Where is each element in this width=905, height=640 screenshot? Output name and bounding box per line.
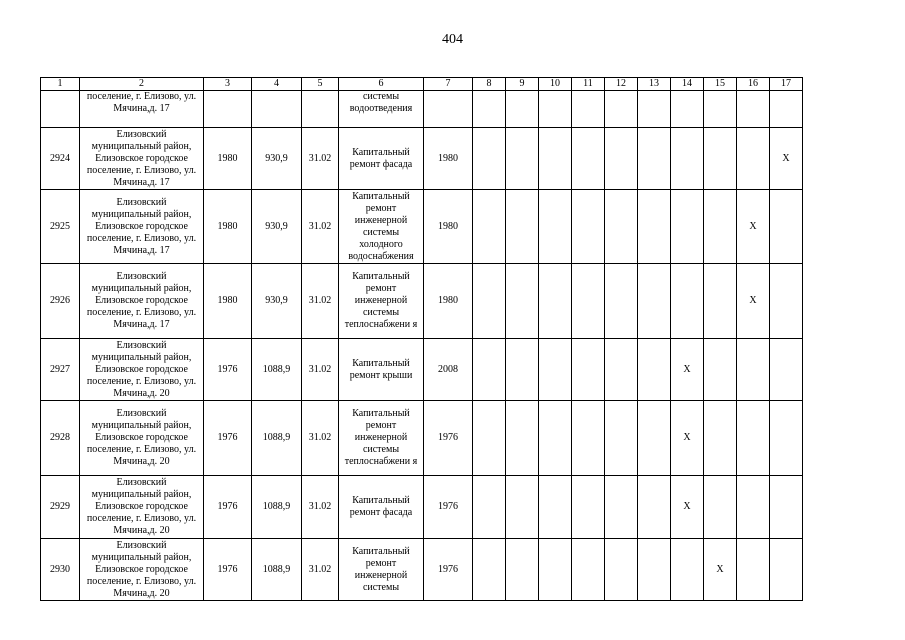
- cell-address: поселение, г. Елизово, ул. Мячина,д. 17: [80, 91, 204, 128]
- cell-num: 2927: [41, 339, 80, 401]
- cell-num: 2929: [41, 476, 80, 539]
- mark-x: X: [671, 476, 704, 539]
- empty-cell: [770, 476, 803, 539]
- mark-x: X: [671, 339, 704, 401]
- empty-cell: [704, 401, 737, 476]
- cell-year-built: 1976: [204, 339, 252, 401]
- cell-work: Капитальный ремонт инженерной системы: [339, 539, 424, 601]
- cell-area: 930,9: [252, 264, 302, 339]
- empty-cell: [737, 128, 770, 190]
- mark-x: X: [737, 264, 770, 339]
- cell-code: 31.02: [302, 339, 339, 401]
- work-plan-table: [40, 77, 803, 601]
- cell-work: Капитальный ремонт крыши: [339, 339, 424, 401]
- cell-area: 1088,9: [252, 401, 302, 476]
- empty-cell: [473, 190, 506, 264]
- empty-cell: [572, 264, 605, 339]
- cell-num: 2925: [41, 190, 80, 264]
- empty-cell: [704, 128, 737, 190]
- cell-code: 31.02: [302, 128, 339, 190]
- empty-cell: [605, 539, 638, 601]
- cell-year-repair: 1980: [424, 264, 473, 339]
- empty-cell: [638, 190, 671, 264]
- empty-cell: [605, 264, 638, 339]
- cell-year-built: 1976: [204, 401, 252, 476]
- empty-cell: [539, 476, 572, 539]
- column-header-5: 5: [302, 78, 339, 91]
- column-header-11: 11: [572, 78, 605, 91]
- column-header-17: 17: [770, 78, 803, 91]
- cell-work: Капитальный ремонт фасада: [339, 128, 424, 190]
- empty-cell: [506, 401, 539, 476]
- empty-cell: [572, 190, 605, 264]
- cell-year-built: 1976: [204, 539, 252, 601]
- mark-x: X: [671, 401, 704, 476]
- empty-cell: [704, 190, 737, 264]
- table-row: [41, 339, 803, 401]
- cell-address: Елизовский муниципальный район, Елизовское городское поселение, г. Елизово, ул. Мячина,д. 17: [80, 264, 204, 339]
- cell-work: Капитальный ремонт фасада: [339, 476, 424, 539]
- table-row: [41, 539, 803, 601]
- column-header-10: 10: [539, 78, 572, 91]
- empty-cell: [473, 539, 506, 601]
- empty-cell: [638, 264, 671, 339]
- column-header-1: 1: [41, 78, 80, 91]
- column-header-16: 16: [737, 78, 770, 91]
- empty-cell: [473, 264, 506, 339]
- page-number: 404: [442, 32, 463, 47]
- empty-cell: [770, 339, 803, 401]
- cell-work: Капитальный ремонт инженерной системы холодного водоснабжения: [339, 190, 424, 264]
- cell-address: Елизовский муниципальный район, Елизовское городское поселение, г. Елизово, ул. Мячина,д. 20: [80, 401, 204, 476]
- column-header-6: 6: [339, 78, 424, 91]
- cell-address: Елизовский муниципальный район, Елизовское городское поселение, г. Елизово, ул. Мячина,д. 17: [80, 128, 204, 190]
- empty-cell: [506, 264, 539, 339]
- empty-cell: [638, 128, 671, 190]
- cell-year-built: 1980: [204, 264, 252, 339]
- column-header-7: 7: [424, 78, 473, 91]
- empty-cell: [506, 476, 539, 539]
- column-header-8: 8: [473, 78, 506, 91]
- cell-address: Елизовский муниципальный район, Елизовское городское поселение, г. Елизово, ул. Мячина,д. 17: [80, 190, 204, 264]
- cell-year-repair: 1976: [424, 476, 473, 539]
- table-row: [41, 264, 803, 339]
- empty-cell: [605, 128, 638, 190]
- cell-year-built: 1980: [204, 190, 252, 264]
- cell-code: 31.02: [302, 190, 339, 264]
- column-header-4: 4: [252, 78, 302, 91]
- empty-cell: [605, 401, 638, 476]
- cell-num: 2928: [41, 401, 80, 476]
- column-header-12: 12: [605, 78, 638, 91]
- empty-cell: [770, 539, 803, 601]
- empty-cell: [770, 190, 803, 264]
- cell-num: [41, 91, 80, 128]
- empty-cell: [671, 264, 704, 339]
- empty-cell: [671, 190, 704, 264]
- empty-cell: [506, 190, 539, 264]
- empty-cell: [737, 339, 770, 401]
- mark-x: X: [770, 128, 803, 190]
- empty-cell: [605, 339, 638, 401]
- empty-cell: [473, 401, 506, 476]
- empty-cell: [770, 264, 803, 339]
- empty-cell: [704, 264, 737, 339]
- table-row: [41, 401, 803, 476]
- empty-cell: [473, 476, 506, 539]
- cell-year-repair: 1976: [424, 539, 473, 601]
- cell-num: 2930: [41, 539, 80, 601]
- empty-cell: [572, 476, 605, 539]
- empty-cell: [572, 539, 605, 601]
- cell-year-repair: 1980: [424, 190, 473, 264]
- empty-cell: [572, 401, 605, 476]
- column-header-14: 14: [671, 78, 704, 91]
- empty-cell: [704, 339, 737, 401]
- column-header-9: 9: [506, 78, 539, 91]
- cell-year-repair: 2008: [424, 339, 473, 401]
- empty-cell: [539, 190, 572, 264]
- cell-code: 31.02: [302, 476, 339, 539]
- cell-work: Капитальный ремонт инженерной системы теплоснабжени я: [339, 264, 424, 339]
- cell-address: Елизовский муниципальный район, Елизовское городское поселение, г. Елизово, ул. Мячина,д. 20: [80, 476, 204, 539]
- cell-area: 1088,9: [252, 476, 302, 539]
- empty-cell: [473, 128, 506, 190]
- empty-cell: [473, 339, 506, 401]
- empty-cell: [704, 476, 737, 539]
- cell-num: 2924: [41, 128, 80, 190]
- empty-cell: [605, 190, 638, 264]
- column-header-13: 13: [638, 78, 671, 91]
- cell-area: 930,9: [252, 128, 302, 190]
- table-row: [41, 190, 803, 264]
- cell-code: 31.02: [302, 264, 339, 339]
- column-header-15: 15: [704, 78, 737, 91]
- empty-cell: [572, 128, 605, 190]
- empty-cell: [638, 339, 671, 401]
- empty-cell: [539, 539, 572, 601]
- empty-cell: [539, 264, 572, 339]
- empty-cell: [539, 128, 572, 190]
- cell-address: Елизовский муниципальный район, Елизовское городское поселение, г. Елизово, ул. Мячина,д. 20: [80, 539, 204, 601]
- continuation-row: [41, 91, 803, 128]
- empty-cell: [572, 339, 605, 401]
- cell-code: 31.02: [302, 401, 339, 476]
- empty-cell: [638, 401, 671, 476]
- empty-cell: [671, 539, 704, 601]
- empty-cell: [737, 476, 770, 539]
- cell-year-built: 1976: [204, 476, 252, 539]
- mark-x: X: [704, 539, 737, 601]
- empty-cell: [506, 339, 539, 401]
- cell-num: 2926: [41, 264, 80, 339]
- cell-work: Капитальный ремонт инженерной системы теплоснабжени я: [339, 401, 424, 476]
- cell-year-repair: 1980: [424, 128, 473, 190]
- cell-code: 31.02: [302, 539, 339, 601]
- cell-year-built: 1980: [204, 128, 252, 190]
- mark-x: X: [737, 190, 770, 264]
- empty-cell: [737, 539, 770, 601]
- cell-year-repair: 1976: [424, 401, 473, 476]
- cell-area: 1088,9: [252, 539, 302, 601]
- column-header-3: 3: [204, 78, 252, 91]
- column-number-row: [41, 78, 803, 91]
- empty-cell: [539, 401, 572, 476]
- empty-cell: [506, 539, 539, 601]
- empty-cell: [605, 476, 638, 539]
- table-row: [41, 128, 803, 190]
- empty-cell: [737, 401, 770, 476]
- table-row: [41, 476, 803, 539]
- cell-area: 1088,9: [252, 339, 302, 401]
- cell-work: системы водоотведения: [339, 91, 424, 128]
- column-header-2: 2: [80, 78, 204, 91]
- empty-cell: [539, 339, 572, 401]
- cell-area: 930,9: [252, 190, 302, 264]
- empty-cell: [671, 128, 704, 190]
- cell-address: Елизовский муниципальный район, Елизовское городское поселение, г. Елизово, ул. Мячина,д. 20: [80, 339, 204, 401]
- empty-cell: [770, 401, 803, 476]
- empty-cell: [506, 128, 539, 190]
- empty-cell: [638, 476, 671, 539]
- empty-cell: [638, 539, 671, 601]
